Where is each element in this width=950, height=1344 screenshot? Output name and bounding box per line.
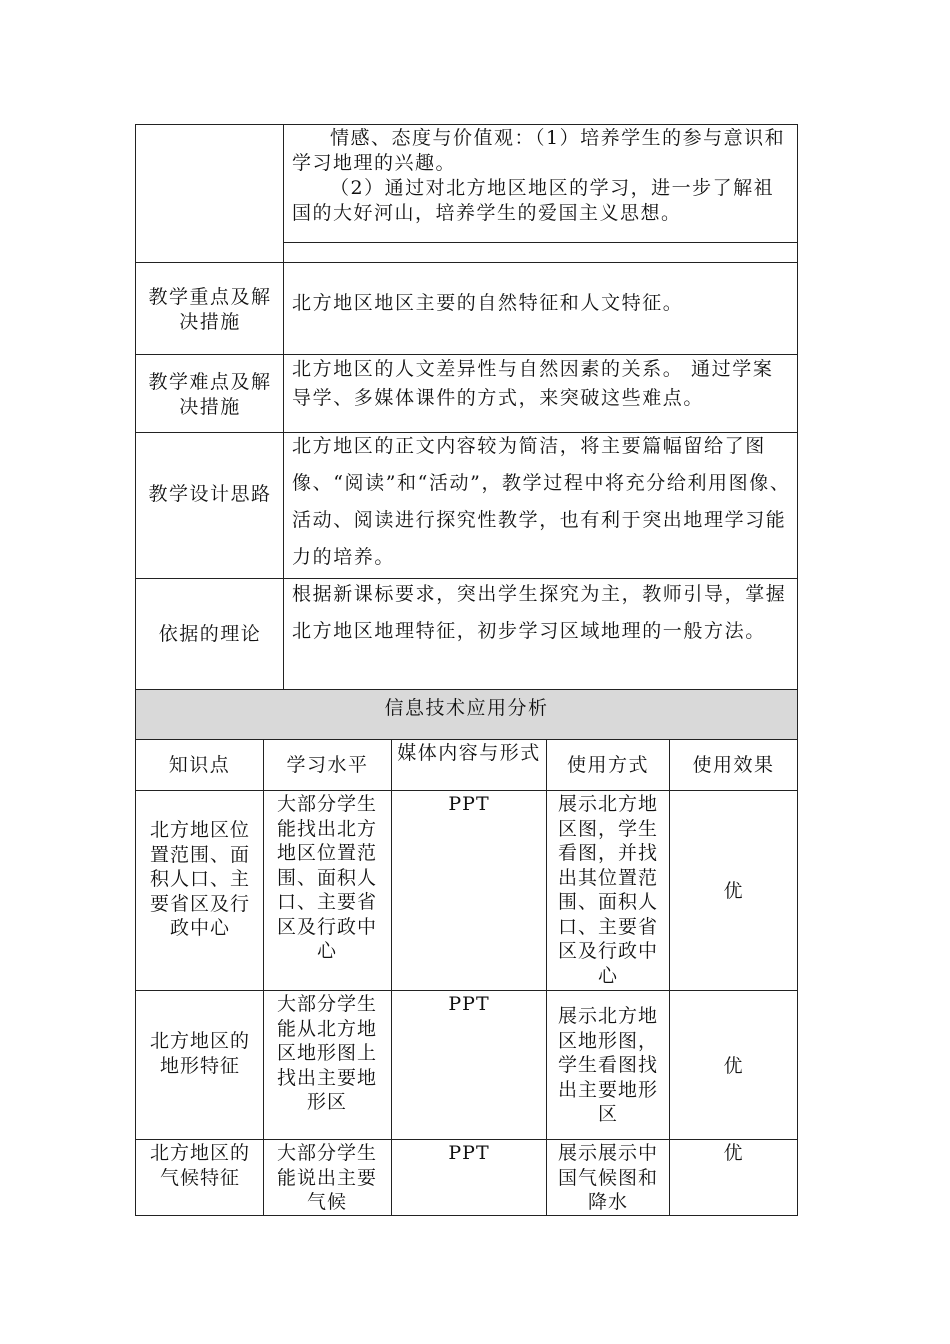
- rule: [283, 242, 798, 243]
- table-row-2-effect: 优: [723, 1055, 744, 1077]
- emotion-paragraph-1: 情感、态度与价值观：（1）培养学生的参与意识和学习地理的兴趣。: [292, 127, 786, 174]
- table-row-3-usage: 展示展示中国气候图和降水: [557, 1142, 658, 1213]
- table-row-3-knowledge: 北方地区的气候特征: [150, 1142, 251, 1189]
- rule: [135, 689, 798, 690]
- row-content-key-points: 北方地区地区主要的自然特征和人文特征。: [292, 292, 684, 314]
- rule: [546, 739, 547, 1216]
- table-row-1-effect: 优: [723, 880, 744, 902]
- rule: [135, 262, 798, 263]
- rule: [135, 790, 798, 791]
- table-row-2-level: 大部分学生能从北方地区地形图上找出主要地形区: [277, 993, 378, 1113]
- row-label-design: 教学设计思路: [148, 483, 272, 505]
- table-row-3-level: 大部分学生能说出主要气候: [277, 1142, 378, 1213]
- header-effect: 使用效果: [692, 754, 775, 776]
- table-row-2-knowledge: 北方地区的地形特征: [150, 1030, 251, 1077]
- row-label-key-points: 教学重点及解决措施: [148, 286, 272, 333]
- rule: [135, 990, 798, 991]
- rule: [135, 1215, 798, 1216]
- emotion-paragraph-2: （2）通过对北方地区地区的学习，进一步了解祖国的大好河山，培养学生的爱国主义思想。: [292, 177, 775, 224]
- rule: [135, 124, 136, 1216]
- rule: [135, 124, 798, 125]
- header-media: 媒体内容与形式: [397, 742, 541, 764]
- table-row-1-level: 大部分学生能找出北方地区位置范围、面积人口、主要省区及行政中心: [277, 793, 378, 962]
- table-row-3-effect: 优: [723, 1142, 744, 1164]
- table-row-3-media: PPT: [448, 1142, 490, 1164]
- rule: [135, 1139, 798, 1140]
- table-row-2-usage: 展示北方地区地形图，学生看图找出主要地形区: [557, 1005, 658, 1125]
- rule: [135, 739, 798, 740]
- row-label-difficulties: 教学难点及解决措施: [148, 371, 272, 418]
- header-usage: 使用方式: [566, 754, 649, 776]
- row-content-design: 北方地区的正文内容较为简洁，将主要篇幅留给了图像、“阅读”和“活动”，教学过程中将充分给利用图像、活动、阅读进行探究性教学，也有利于突出地理学习能力的培养。: [292, 435, 791, 568]
- header-knowledge: 知识点: [168, 754, 231, 776]
- row-content-theory: 根据新课标要求，突出学生探究为主，教师引导，掌握北方地区地理特征，初步学习区域地理的一般方法。: [292, 583, 787, 642]
- rule: [283, 124, 284, 689]
- section-title: 信息技术应用分析: [384, 697, 549, 719]
- table-row-1-media: PPT: [448, 793, 490, 815]
- emotion-objectives: [292, 126, 790, 226]
- header-level: 学习水平: [286, 754, 369, 776]
- rule: [263, 739, 264, 1216]
- table-row-1-usage: 展示北方地区图，学生看图，并找出其位置范围、面积人口、主要省区及行政中心: [557, 793, 658, 987]
- table-row-1-knowledge: 北方地区位置范围、面积人口、主要省区及行政中心: [150, 819, 251, 939]
- table-row-2-media: PPT: [448, 993, 490, 1015]
- row-label-theory: 依据的理论: [158, 623, 262, 645]
- rule: [797, 124, 798, 1216]
- row-content-difficulties: 北方地区的人文差异性与自然因素的关系。 通过学案导学、多媒体课件的方式，来突破这些难点。: [292, 358, 774, 409]
